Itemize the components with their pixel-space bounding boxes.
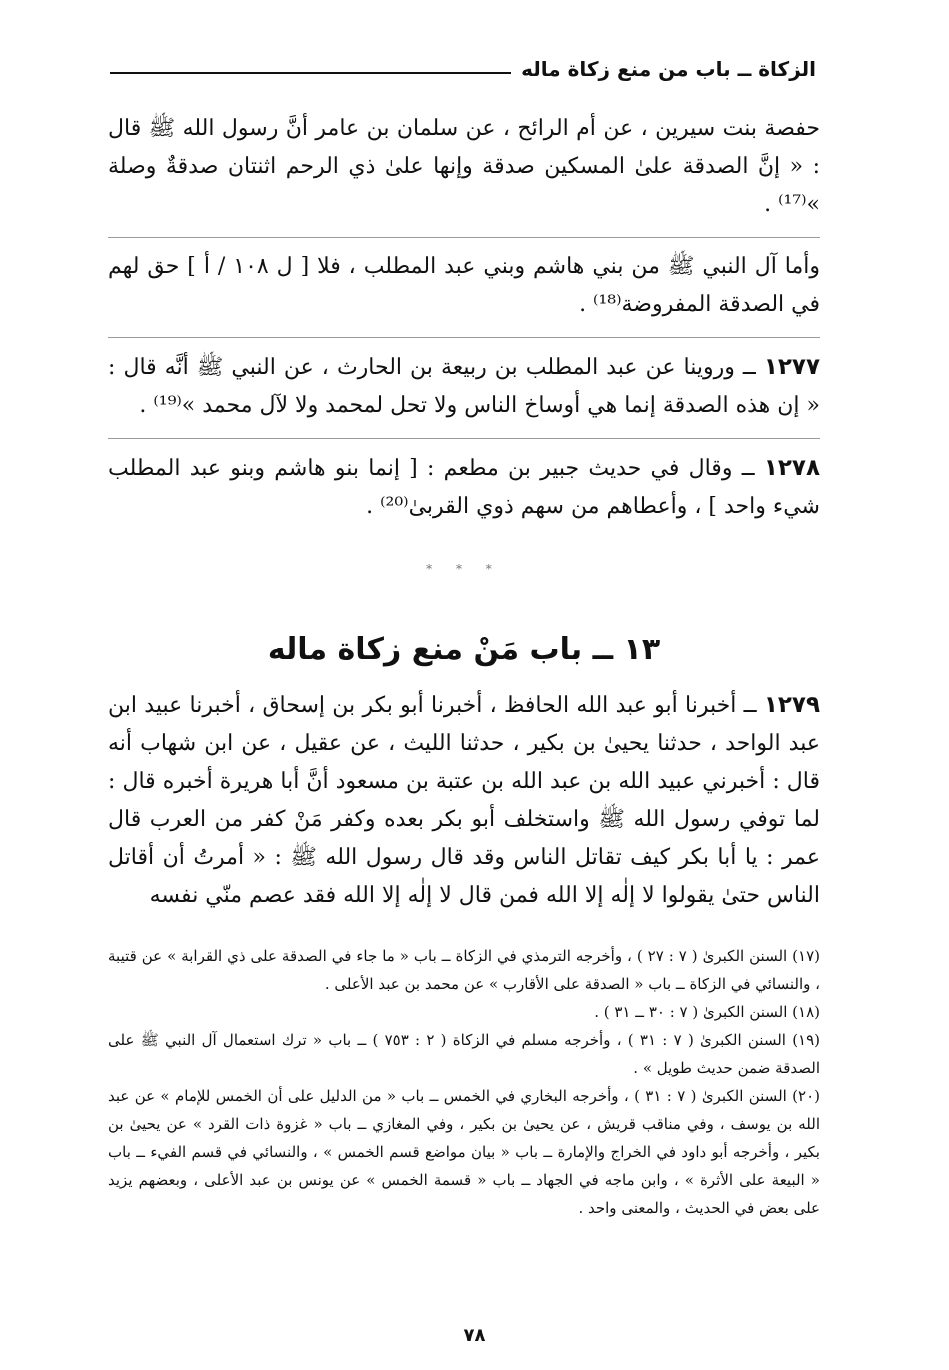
page-number: ٧٨ bbox=[463, 1325, 486, 1346]
paragraph-divider bbox=[108, 237, 820, 238]
footnote-19: (١٩) السنن الكبرىٰ ( ٧ : ٣١ ) ، وأخرجه مسلم في الزكاة ( ٢ : ٧٥٣ ) ــ باب « ترك استعمال آل النبي ﷺ على الصدقة ضمن حديث طويل » . bbox=[108, 1031, 821, 1077]
hadith-text: ــ وروينا عن عبد المطلب بن ربيعة بن الحارث ، عن النبي ﷺ أنَّه قال : « إن هذه الصدقة إنما هي أوساخ الناس ولا تحل لمحمد ولا لآل محمد »⁽¹⁹⁾ . bbox=[108, 355, 820, 418]
chapter-title: ١٣ ــ باب مَنْ منع زكاة ماله bbox=[267, 632, 661, 667]
section-stars: * * * bbox=[426, 562, 502, 576]
hadith-number: ١٢٧٨ bbox=[763, 455, 820, 481]
main-text bbox=[108, 110, 820, 928]
footnote-17: (١٧) السنن الكبرىٰ ( ٧ : ٢٧ ) ، وأخرجه الترمذي في الزكاة ــ باب « ما جاء في الصدقة على ذي القرابة » عن قتيبة ، والنسائي في الزكاة ــ باب « الصدقة على الأقارب » عن محمد بن عبد الأعلى . bbox=[108, 947, 821, 993]
hadith-number: ١٢٧٧ bbox=[763, 354, 820, 380]
hadith-1278 bbox=[108, 449, 820, 526]
hadith-1277 bbox=[108, 348, 820, 425]
paragraph-divider bbox=[108, 438, 820, 439]
hadith-number: ١٢٧٩ bbox=[763, 692, 821, 718]
paragraph-al-nabi: وأما آل النبي ﷺ من بني هاشم وبني عبد المطلب ، فلا [ ل ١٠٨ / أ ] حق لهم في الصدقة المفروضة⁽¹⁸⁾ . bbox=[108, 254, 820, 317]
footnotes bbox=[108, 942, 820, 1222]
hadith-text: ــ وقال في حديث جبير بن مطعم : [ إنما بنو هاشم وبنو عبد المطلب شيء واحد ] ، وأعطاهم من سهم ذوي القربىٰ⁽²⁰⁾ . bbox=[108, 456, 820, 519]
running-header bbox=[110, 52, 816, 86]
hadith-1279 bbox=[108, 686, 820, 915]
paragraph-continuation: حفصة بنت سيرين ، عن أم الرائح ، عن سلمان بن عامر أنَّ رسول الله ﷺ قال : « إنَّ الصدقة علىٰ المسكين صدقة وإنها علىٰ ذي الرحم اثنتان صدقةٌ وصلة »⁽¹⁷⁾ . bbox=[108, 116, 820, 217]
header-rule bbox=[110, 72, 511, 74]
running-title: الزكاة ــ باب من منع زكاة ماله bbox=[521, 57, 816, 81]
footnote-18: (١٨) السنن الكبرىٰ ( ٧ : ٣٠ ــ ٣١ ) . bbox=[594, 1003, 820, 1021]
hadith-text: ــ أخبرنا أبو عبد الله الحافظ ، أخبرنا أبو بكر بن إسحاق ، أخبرنا عبيد ابن عبد الواحد ، حدثنا يحيىٰ بن بكير ، حدثنا الليث ، عن عقيل ، عن ابن شهاب أنه قال : أخبرني عبيد الله بن عبد الله بن عتبة بن مسعود أنَّ أبا هريرة أخبره قال : لما توفي رسول الله ﷺ واستخلف أبو بكر بعده وكفر مَنْ كفر من العرب قال عمر : يا أبا بكر كيف تقاتل الناس وقد قال رسول الله ﷺ : « أمرتُ أن أقاتل الناس حتىٰ يقولوا لا إلٰه إلا الله فمن قال لا إلٰه إلا الله فقد عصم منّي نفسه bbox=[108, 693, 820, 908]
paragraph-divider bbox=[108, 337, 820, 338]
footnote-20: (٢٠) السنن الكبرىٰ ( ٧ : ٣١ ) ، وأخرجه البخاري في الخمس ــ باب « من الدليل على أن الخمس للإمام » عن عبد الله بن يوسف ، وفي مناقب قريش ، عن يحيىٰ بن بكير ، وفي المغازي ــ باب « غزوة ذات القرد » عن يحيىٰ بن بكير ، وأخرجه أبو داود في الخراج والإمارة ــ باب « بيان مواضع قسم الخمس » ، والنسائي في قسم الفيء ــ باب « البيعة على الأثرة » ، وابن ماجه في الجهاد ــ باب « قسمة الخمس » عن يونس بن عبد الأعلى ، وبعضهم يزيد على بعض في الحديث ، والمعنى واحد . bbox=[108, 1087, 820, 1217]
